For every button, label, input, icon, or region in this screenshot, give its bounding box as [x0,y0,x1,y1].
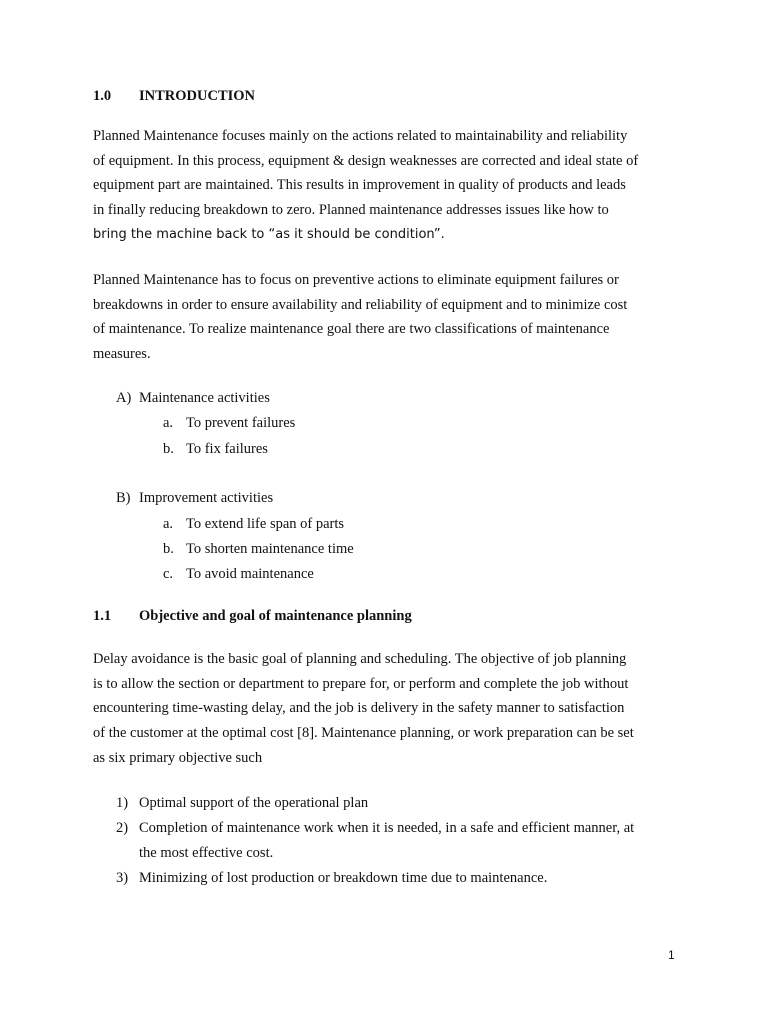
sub-list-item [163,441,268,458]
list-label: Maintenance activities [139,390,270,406]
paragraph-line: of maintenance. To realize maintenance goal there are two classifications of maintenance [93,321,610,338]
sub-list-item [163,516,344,533]
paragraph-line: measures. [93,346,151,363]
paragraph-line: in finally reducing breakdown to zero. Planned maintenance addresses issues like how to [93,202,609,219]
section-heading-objective [93,608,412,625]
list-text: Optimal support of the operational plan [139,795,369,811]
list-marker: 2) [116,820,129,836]
list-marker: a. [163,415,174,431]
paragraph-line: Delay avoidance is the basic goal of planning and scheduling. The objective of job planning [93,651,627,667]
paragraph-line: breakdowns in order to ensure availability and reliability of equipment and to minimize cost [93,296,628,313]
list-marker: 1) [116,795,129,811]
paragraph-line: of equipment. In this process, equipment & design weaknesses are corrected and ideal state of [93,152,639,169]
paragraph-line: of the customer at the optimal cost [8]. Maintenance planning, or work preparation can be set [93,725,634,742]
sub-list-item [163,415,295,432]
sub-list-item [163,566,314,583]
list-label: Improvement activities [139,490,274,506]
objective-paragraph [93,647,683,771]
list-marker: b. [163,441,174,457]
list-marker: b. [163,541,174,557]
list-text: To fix failures [186,441,268,457]
list-text: To avoid maintenance [186,566,314,582]
paragraph-line: bring the machine back to “as it should be condition”. [93,226,445,242]
sub-list-item [163,541,354,558]
section-number: 1.0 [93,88,112,104]
list-marker: 3) [116,870,129,886]
section-title: Objective and goal of maintenance planning [139,608,412,624]
list-item-maintenance-activities [116,390,270,407]
list-marker: c. [163,566,174,582]
paragraph-line: Planned Maintenance has to focus on preventive actions to eliminate equipment failures or [93,272,619,288]
section-title: INTRODUCTION [139,88,256,104]
page-number: 1 [668,948,675,962]
intro-paragraph-2 [93,268,683,367]
list-text: Minimizing of lost production or breakdown time due to maintenance. [139,870,548,886]
list-marker: A) [116,390,132,406]
paragraph-line: as six primary objective such [93,749,263,766]
paragraph-line: encountering time-wasting delay, and the job is delivery in the safety manner to satisfaction [93,700,625,717]
section-heading-introduction [93,88,255,105]
objective-list-item [116,870,547,887]
paragraph-line: equipment part are maintained. This results in improvement in quality of products and leads [93,177,626,194]
list-text: To extend life span of parts [186,516,345,532]
list-marker: B) [116,490,131,506]
objective-list-item [116,795,368,812]
paragraph-line: is to allow the section or department to prepare for, or perform and complete the job without [93,675,629,692]
section-number: 1.1 [93,608,112,624]
objective-list-item-continuation: the most effective cost. [139,845,274,861]
list-item-improvement-activities [116,490,273,507]
list-text: To shorten maintenance time [186,541,354,557]
objective-list-item [116,820,634,837]
list-marker: a. [163,516,174,532]
paragraph-line: Planned Maintenance focuses mainly on the actions related to maintainability and reliability [93,128,628,144]
intro-paragraph-1 [93,124,683,248]
list-text: To prevent failures [186,415,296,431]
list-text: Completion of maintenance work when it is needed, in a safe and efficient manner, at [139,820,635,836]
